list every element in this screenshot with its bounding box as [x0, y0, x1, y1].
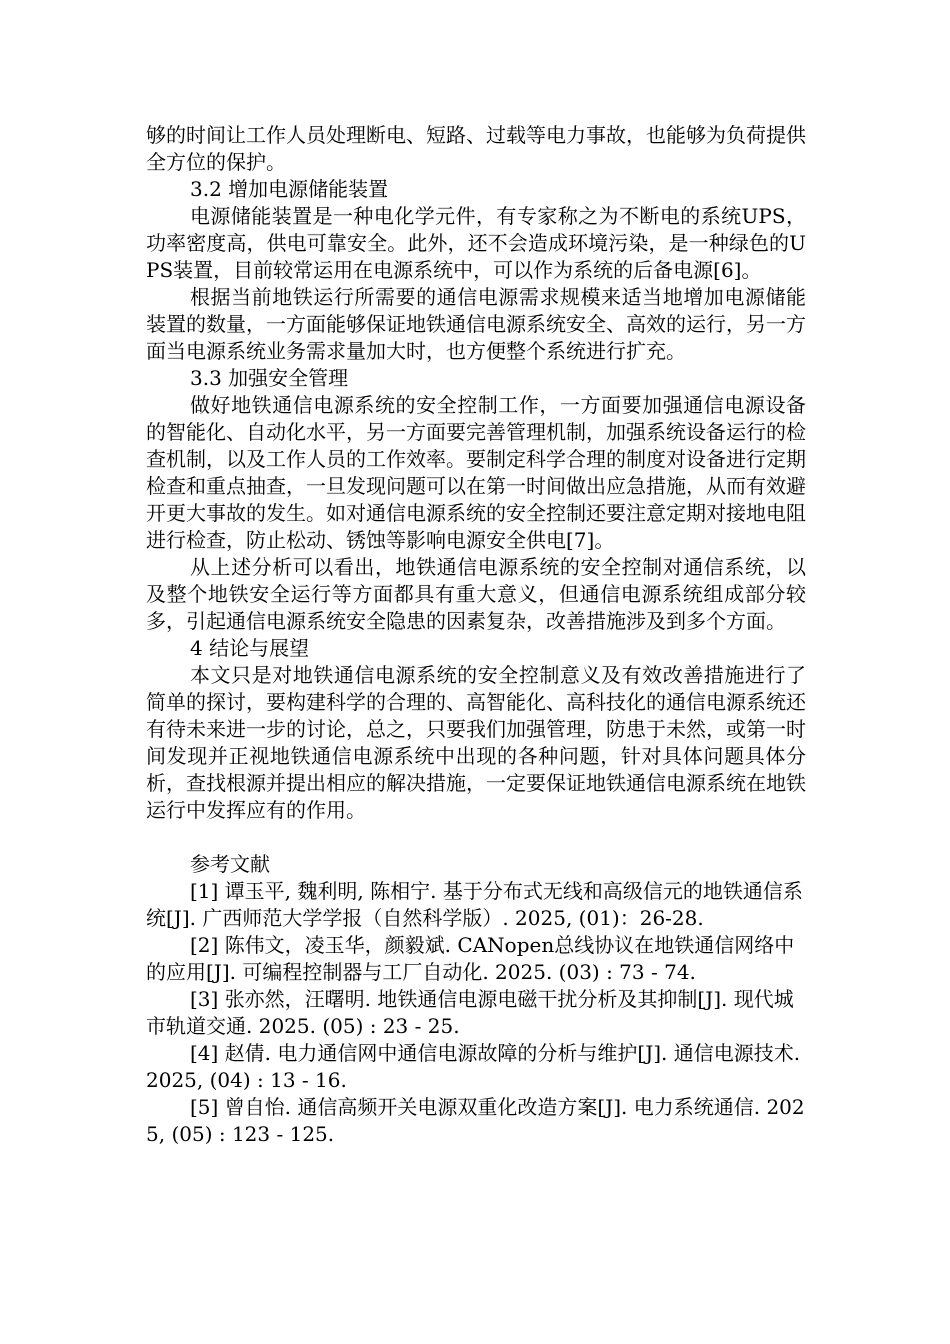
body-paragraph: 做好地铁通信电源系统的安全控制工作，一方面要加强通信电源设备的智能化、自动化水平，另一方面要完善管理机制，加强系统设备运行的检查机制，以及工作人员的工作效率。要制定科学合理的制度对设备进行定期检查和重点抽查，一旦发现问题可以在第一时间做出应急措施，从而有效避开更大事故的发生。如对通信电源系统的安全控制还要注意定期对接地电阻进行检查，防止松动、锈蚀等影响电源安全供电[7]。	[146, 393, 806, 552]
reference-item-5: [5] 曾自怡. 通信高频开关电源双重化改造方案[J]. 电力系统通信. 2025, (05) : 123 - 125.	[146, 1095, 805, 1146]
body-paragraph: 电源储能装置是一种电化学元件，有专家称之为不断电的系统UPS，功率密度高，供电可靠安全。此外，还不会造成环境污染，是一种绿色的UPS装置，目前较常运用在电源系统中，可以作为系统的后备电源[6]。	[146, 204, 806, 282]
body-paragraph: 本文只是对地铁通信电源系统的安全控制意义及有效改善措施进行了简单的探讨，要构建科学的合理的、高智能化、高科技化的通信电源系统还有待未来进一步的讨论，总之，只要我们加强管理，防患于未然，或第一时间发现并正视地铁通信电源系统中出现的各种问题，针对具体问题具体分析，查找根源并提出相应的解决措施，一定要保证地铁通信电源系统在地铁运行中发挥应有的作用。	[146, 663, 806, 822]
reference-item-4: [4] 赵倩. 电力通信网中通信电源故障的分析与维护[J]. 通信电源技术. 2025, (04) : 13 - 16.	[146, 1041, 801, 1092]
body-paragraph: 从上述分析可以看出，地铁通信电源系统的安全控制对通信系统，以及整个地铁安全运行等方面都具有重大意义，但通信电源系统组成部分较多，引起通信电源系统安全隐患的因素复杂，改善措施涉及到多个方面。	[146, 555, 806, 633]
section-heading-3-3: 3.3 加强安全管理	[190, 366, 349, 390]
body-paragraph: 根据当前地铁运行所需要的通信电源需求规模来适当地增加电源储能装置的数量，一方面能够保证地铁通信电源系统安全、高效的运行，另一方面当电源系统业务需求量加大时，也方便整个系统进行扩充。	[146, 285, 806, 363]
document-page	[146, 122, 806, 1148]
section-heading-4: 4 结论与展望	[190, 636, 310, 660]
body-paragraph-continued: 够的时间让工作人员处理断电、短路、过载等电力事故，也能够为负荷提供全方位的保护。	[146, 123, 806, 174]
reference-item-3: [3] 张亦然，汪曙明. 地铁通信电源电磁干扰分析及其抑制[J]. 现代城市轨道交通. 2025. (05) : 23 - 25.	[146, 987, 794, 1038]
references-title: 参考文献	[190, 852, 270, 876]
reference-item-2: [2] 陈伟文，凌玉华，颜毅斌. CANopen总线协议在地铁通信网络中的应用[J]. 可编程控制器与工厂自动化. 2025. (03) : 73 - 74.	[146, 933, 795, 984]
reference-item-1: [1] 谭玉平, 魏利明, 陈相宁. 基于分布式无线和高级信元的地铁通信系统[J]. 广西师范大学学报（自然科学版）. 2025, (01)：26-28.	[146, 879, 803, 930]
spacer	[146, 824, 806, 851]
section-heading-3-2: 3.2 增加电源储能装置	[190, 177, 389, 201]
